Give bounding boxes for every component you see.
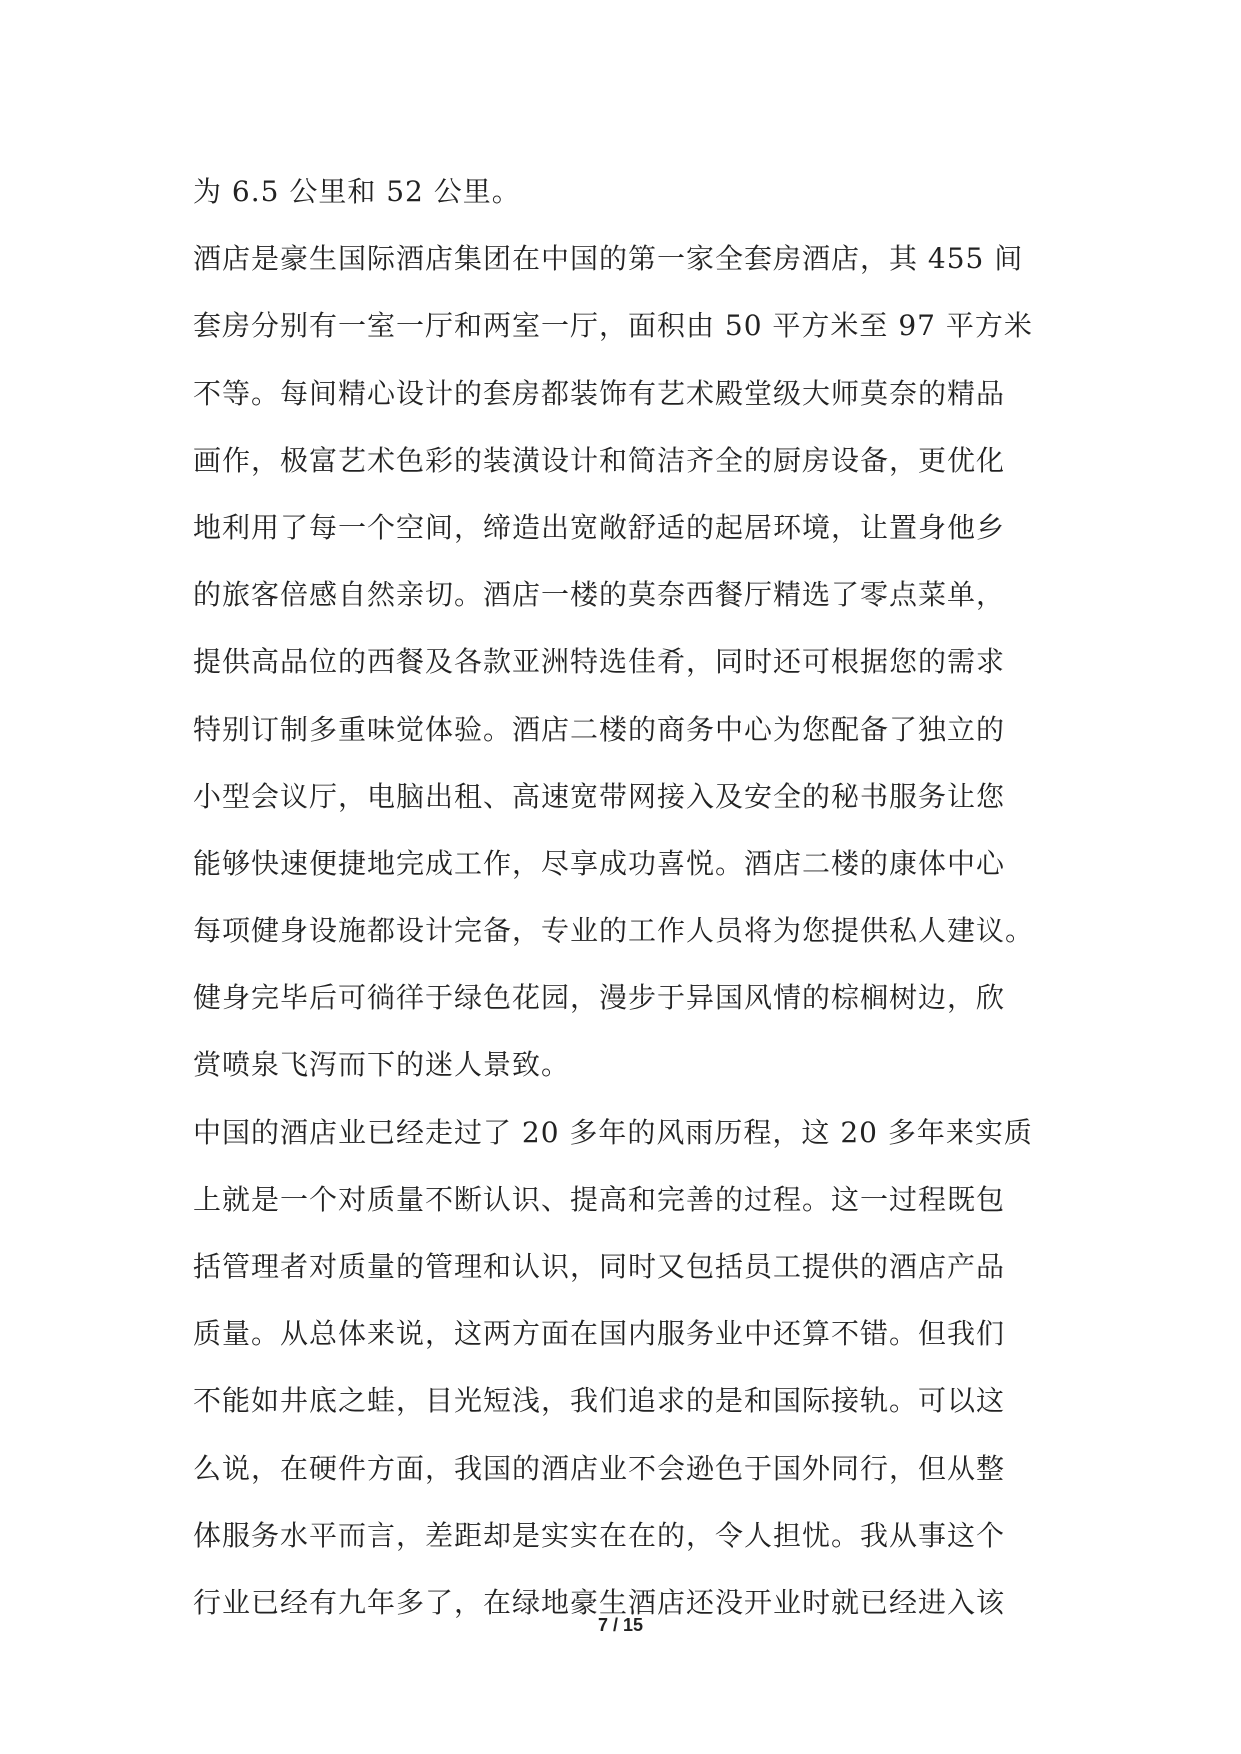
text-line: 体服务水平而言，差距却是实实在在的，令人担忧。我从事这个: [193, 1518, 1006, 1552]
page-number: 7 / 15: [597, 1615, 644, 1635]
text-line: 酒店是豪生国际酒店集团在中国的第一家全套房酒店，其 455 间: [193, 242, 1024, 276]
text-line: 行业已经有九年多了，在绿地豪生酒店还没开业时就已经进入该: [193, 1585, 1006, 1619]
text-line: 特别订制多重味觉体验。酒店二楼的商务中心为您配备了独立的: [193, 712, 1006, 746]
text-line: 为 6.5 公里和 52 公里。: [193, 175, 521, 208]
text-line: 括管理者对质量的管理和认识，同时又包括员工提供的酒店产品: [193, 1250, 1006, 1283]
text-line: 赏喷泉飞泻而下的迷人景致。: [193, 1048, 571, 1082]
text-line: 小型会议厅，电脑出租、高速宽带网接入及安全的秘书服务让您: [193, 779, 1006, 813]
text-line: 的旅客倍感自然亲切。酒店一楼的莫奈西餐厅精选了零点菜单，: [193, 578, 1006, 612]
text-line: 画作，极富艺术色彩的装潢设计和简洁齐全的厨房设备，更优化: [193, 443, 1006, 477]
text-line: 地利用了每一个空间，缔造出宽敞舒适的起居环境，让置身他乡: [193, 510, 1006, 544]
text-line: 上就是一个对质量不断认识、提高和完善的过程。这一过程既包: [193, 1182, 1006, 1216]
text-line: 能够快速便捷地完成工作，尽享成功喜悦。酒店二楼的康体中心: [193, 846, 1006, 880]
text-line: 健身完毕后可徜徉于绿色花园，漫步于异国风情的棕榈树边，欣: [193, 981, 1006, 1015]
text-line: 不等。每间精心设计的套房都装饰有艺术殿堂级大师莫奈的精品: [193, 376, 1006, 410]
document-body: [193, 158, 1063, 1636]
text-line: 套房分别有一室一厅和两室一厅，面积由 50 平方米至 97 平方米: [193, 309, 1033, 343]
text-line: 提供高品位的西餐及各款亚洲特选佳肴，同时还可根据您的需求: [193, 645, 1006, 679]
text-line: 质量。从总体来说，这两方面在国内服务业中还算不错。但我们: [193, 1317, 1006, 1351]
text-line: 么说，在硬件方面，我国的酒店业不会逊色于国外同行，但从整: [193, 1451, 1006, 1485]
text-line: 不能如井底之蛙，目光短浅，我们追求的是和国际接轨。可以这: [193, 1384, 1006, 1418]
text-line: 中国的酒店业已经走过了 20 多年的风雨历程，这 20 多年来实质: [193, 1115, 1033, 1149]
text-line: 每项健身设施都设计完备，专业的工作人员将为您提供私人建议。: [193, 914, 1035, 948]
